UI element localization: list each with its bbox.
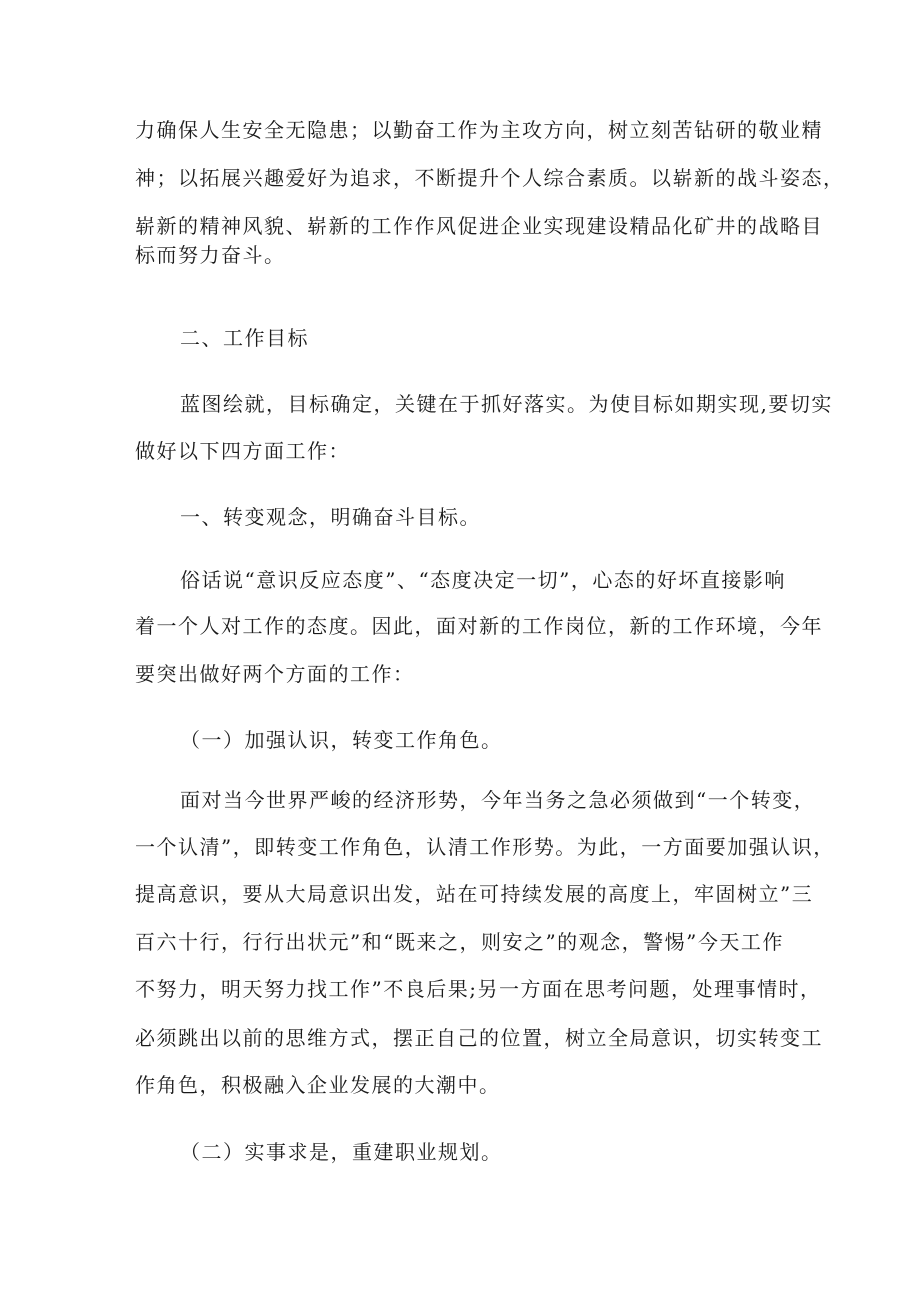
paragraph-line: 着一个人对工作的态度。因此，面对新的工作岗位，新的工作环境，今年 bbox=[135, 614, 823, 638]
subsection-heading: （一）加强认识，转变工作角色。 bbox=[180, 728, 503, 752]
paragraph-line: 不努力，明天努力找工作”不良后果;另一方面在思考问题，处理事情时， bbox=[135, 977, 822, 1001]
subsection-heading: 一、转变观念，明确奋斗目标。 bbox=[180, 505, 481, 529]
paragraph-line: 一个认清”，即转变工作角色，认清工作形势。为此，一方面要加强认识， bbox=[135, 835, 835, 859]
paragraph-line: 标而努力奋斗。 bbox=[135, 243, 286, 267]
paragraph-line: 提高意识，要从大局意识出发，站在可持续发展的高度上，牢固树立”三 bbox=[135, 882, 814, 906]
paragraph-line: 蓝图绘就，目标确定，关键在于抓好落实。为使目标如期实现,要切实 bbox=[180, 392, 833, 416]
paragraph-line: 崭新的精神风貌、崭新的工作作风促进企业实现建设精品化矿井的战略目 bbox=[135, 214, 823, 238]
paragraph-line: 做好以下四方面工作： bbox=[135, 439, 350, 463]
paragraph-line: 必须跳出以前的思维方式，摆正自己的位置，树立全局意识，切实转变工 bbox=[135, 1026, 823, 1050]
paragraph-line: 力确保人生安全无隐患；以勤奋工作为主攻方向，树立刻苦钻研的敬业精 bbox=[135, 118, 823, 142]
paragraph-line: 俗话说“意识反应态度”、“态度决定一切”，心态的好坏直接影响 bbox=[180, 568, 786, 592]
section-heading: 二、工作目标 bbox=[180, 326, 309, 350]
paragraph-line: 面对当今世界严峻的经济形势，今年当务之急必须做到“一个转变， bbox=[180, 788, 816, 812]
paragraph-line: 百六十行，行行出状元”和“既来之，则安之”的观念，警惕”今天工作 bbox=[135, 930, 784, 954]
paragraph-line: 神；以拓展兴趣爱好为追求，不断提升个人综合素质。以崭新的战斗姿态， bbox=[135, 166, 845, 190]
subsection-heading: （二）实事求是，重建职业规划。 bbox=[180, 1140, 503, 1164]
paragraph-line: 作角色，积极融入企业发展的大潮中。 bbox=[135, 1073, 501, 1097]
paragraph-line: 要突出做好两个方面的工作： bbox=[135, 662, 415, 686]
